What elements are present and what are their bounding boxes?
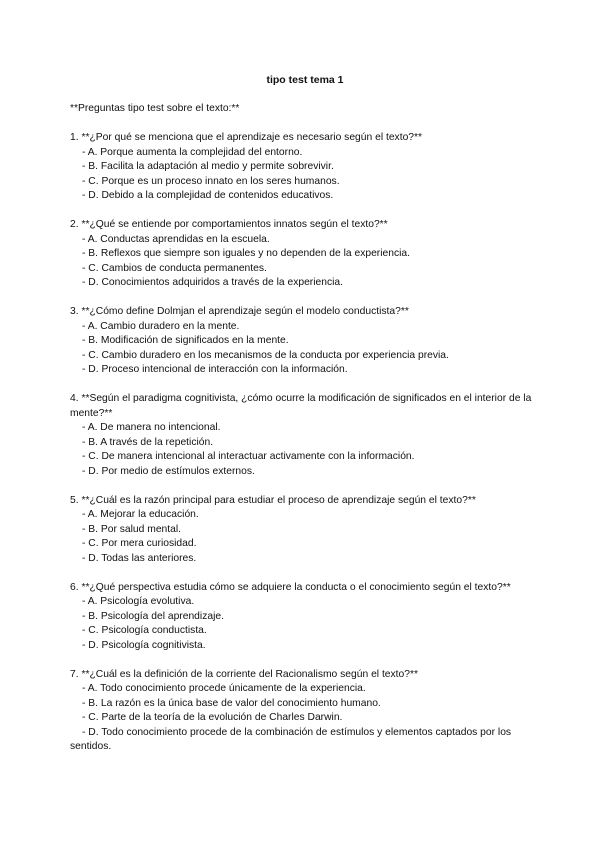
question-7	[70, 668, 540, 755]
question-6	[70, 581, 540, 654]
option-b: - B. A través de la repetición.	[82, 436, 214, 448]
question-3	[70, 305, 540, 378]
question-text: 1. **¿Por qué se menciona que el aprendizaje es necesario según el texto?**	[70, 132, 423, 143]
option-b: - B. Psicología del aprendizaje.	[82, 610, 224, 622]
option-c: - C. Parte de la teoría de la evolución de Charles Darwin.	[82, 712, 343, 723]
option-a: - A. Cambio duradero en la mente.	[82, 320, 240, 332]
question-4	[70, 392, 540, 479]
option-c: - C. Cambios de conducta permanentes.	[82, 262, 267, 274]
option-b: - B. Reflexos que siempre son iguales y no dependen de la experiencia.	[82, 248, 410, 259]
option-d: - D. Conocimientos adquiridos a través de la experiencia.	[82, 277, 343, 288]
option-a: - A. Porque aumenta la complejidad del entorno.	[82, 146, 303, 158]
option-c: - C. Por mera curiosidad.	[82, 538, 197, 549]
option-d: - D. Todas las anteriores.	[82, 552, 197, 564]
question-text: 2. **¿Qué se entiende por comportamientos innatos según el texto?**	[70, 219, 388, 230]
question-text: 3. **¿Cómo define Dolmjan el aprendizaje según el modelo conductista?**	[70, 306, 409, 317]
option-d: - D. Por medio de estímulos externos.	[82, 465, 255, 477]
option-c: - C. Porque es un proceso innato en los seres humanos.	[82, 175, 340, 187]
option-a: - A. Psicología evolutiva.	[82, 596, 195, 607]
question-text: 5. **¿Cuál es la razón principal para estudiar el proceso de aprendizaje según el texto?**	[70, 494, 476, 506]
option-d: - D. Debido a la complejidad de contenidos educativos.	[82, 190, 334, 201]
option-c: - C. Psicología conductista.	[82, 625, 207, 636]
option-b: - B. Por salud mental.	[82, 523, 182, 535]
question-1	[70, 131, 540, 204]
question-text: 4. **Según el paradigma cognitivista, ¿cómo ocurre la modificación de significados en el interior de la mente?**	[70, 393, 532, 419]
option-a: - A. Todo conocimiento procede únicamente de la experiencia.	[82, 683, 366, 694]
option-a: - A. Mejorar la educación.	[82, 509, 199, 520]
question-text: 6. **¿Qué perspectiva estudia cómo se adquiere la conducta o el conocimiento según el texto?**	[70, 581, 511, 593]
question-2	[70, 218, 540, 291]
option-b: - B. Modificación de significados en la mente.	[82, 335, 289, 346]
option-c: - C. Cambio duradero en los mecanismos de la conducta por experiencia previa.	[82, 349, 449, 361]
option-a: - A. Conductas aprendidas en la escuela.	[82, 233, 270, 245]
option-a: - A. De manera no intencional.	[82, 422, 221, 433]
option-b: - B. Facilita la adaptación al medio y permite sobrevivir.	[82, 161, 334, 172]
option-d: - D. Psicología cognitivista.	[82, 639, 206, 651]
intro-heading: **Preguntas tipo test sobre el texto:**	[70, 102, 240, 114]
option-b: - B. La razón es la única base de valor del conocimiento humano.	[82, 697, 381, 709]
option-d: - D. Todo conocimiento procede de la combinación de estímulos y elementos captados por los sentidos.	[70, 726, 512, 752]
question-text: 7. **¿Cuál es la definición de la corriente del Racionalismo según el texto?**	[70, 668, 419, 680]
option-c: - C. De manera intencional al interactuar activamente con la información.	[82, 451, 415, 462]
option-d: - D. Proceso intencional de interacción con la información.	[82, 364, 348, 375]
page-title: tipo test tema 1	[266, 74, 344, 86]
question-5	[70, 494, 540, 567]
